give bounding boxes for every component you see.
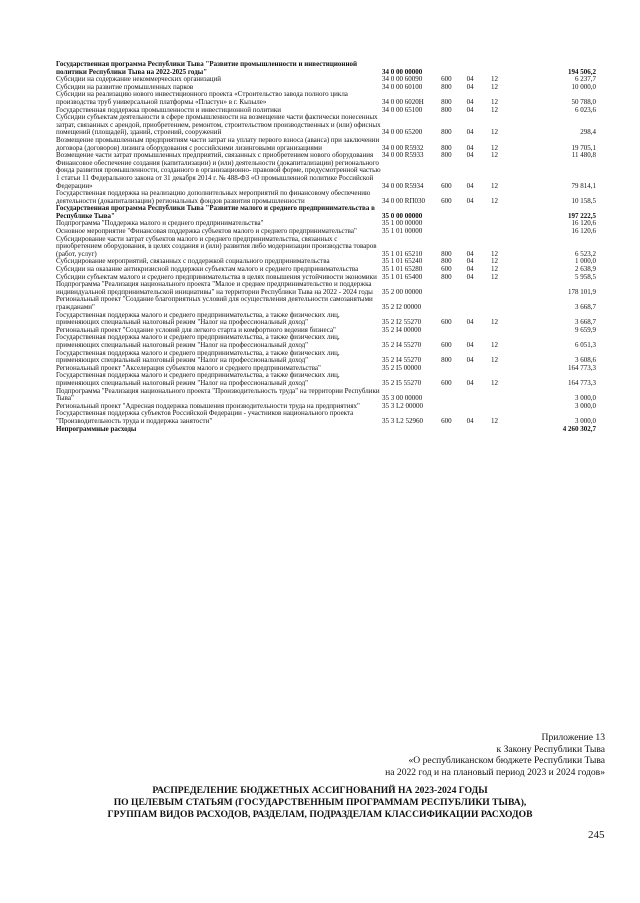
amount: 3 000,0 bbox=[575, 401, 596, 410]
amount: 16 120,6 bbox=[571, 219, 596, 228]
table-row bbox=[56, 236, 596, 259]
section-code: 04 bbox=[466, 265, 474, 274]
target-article-code: 35 3 L2 00000 bbox=[382, 401, 424, 410]
subsection-code bbox=[491, 327, 522, 335]
row-name: Государственная программа Республики Тыва "Развитие малого и среднего предпринимательства в Республике Тыва" bbox=[56, 204, 375, 220]
amount: 194 506,2 bbox=[568, 67, 596, 76]
amount: 3 000,0 bbox=[575, 416, 596, 425]
section-code: 04 bbox=[466, 416, 474, 425]
section-code: 04 bbox=[466, 249, 474, 258]
section-code bbox=[467, 205, 491, 220]
subsection-code: 12 bbox=[491, 105, 499, 114]
target-article-code: 35 2 I5 55270 bbox=[382, 378, 422, 387]
target-article-code: 35 2 I4 55270 bbox=[382, 356, 422, 365]
section-code bbox=[467, 327, 491, 335]
expense-type-code: 600 bbox=[441, 416, 452, 425]
target-article-code: 34 0 00 60090 bbox=[382, 75, 423, 84]
target-article-code: 34 0 00 65200 bbox=[382, 128, 423, 137]
section-code bbox=[467, 426, 491, 434]
table-row bbox=[56, 114, 596, 137]
section-code: 04 bbox=[466, 340, 474, 349]
table-row bbox=[56, 296, 596, 311]
section-code bbox=[467, 388, 491, 403]
page-number: 245 bbox=[588, 829, 605, 841]
subsection-code: 12 bbox=[491, 128, 499, 137]
section-code bbox=[467, 61, 491, 76]
expense-type-code: 800 bbox=[441, 97, 452, 106]
section-code bbox=[467, 281, 491, 296]
row-name: Субсидии на развитие промышленных парков bbox=[56, 82, 194, 91]
row-name: Подпрограмма "Реализация национального проекта "Производительность труда" на территории Республики Тыва" bbox=[56, 386, 380, 403]
row-name: Региональный проект "Адресная поддержка повышения производительности труда на предприятиях" bbox=[56, 401, 360, 410]
amount: 1 000,0 bbox=[575, 257, 596, 266]
section-code: 04 bbox=[466, 378, 474, 387]
document-title bbox=[90, 785, 550, 821]
budget-allocation-table bbox=[56, 61, 596, 433]
target-article-code: 34 0 00 65100 bbox=[382, 105, 423, 114]
title-line-3: ГРУППАМ ВИДОВ РАСХОДОВ, РАЗДЕЛАМ, ПОДРАЗДЕЛАМ КЛАССИФИКАЦИИ РАСХОДОВ bbox=[107, 809, 533, 820]
amount: 5 958,5 bbox=[575, 272, 596, 281]
table-row bbox=[56, 350, 596, 365]
expense-type-code bbox=[441, 220, 466, 228]
table-row bbox=[56, 160, 596, 190]
expense-type-code: 800 bbox=[441, 105, 452, 114]
row-name: Подпрограмма "Реализация национального проекта "Малое и среднее предпринимательство и поддержка индивидуальной предпринимательской инициативы" на территории Республики Тыва на 2022 - 2024 годы bbox=[56, 280, 373, 296]
amount: 6 237,7 bbox=[575, 75, 596, 84]
appendix-law-period: на 2022 год и на плановый период 2023 и 2024 годов» bbox=[385, 766, 605, 778]
amount: 50 788,0 bbox=[571, 97, 596, 106]
appendix-law: к Закону Республики Тыва bbox=[496, 743, 605, 755]
expense-type-code: 600 bbox=[441, 265, 452, 274]
subsection-code: 12 bbox=[491, 143, 499, 152]
amount: 19 705,1 bbox=[571, 143, 596, 152]
row-name: Возмещение части затрат промышленных предприятий, связанных с приобретением нового оборудования bbox=[56, 151, 374, 160]
row-name: Субсидии на оказание антикризисной поддержки субъектам малого и среднего предпринимательства bbox=[56, 265, 359, 274]
amount: 9 659,9 bbox=[575, 325, 596, 334]
subsection-code: 12 bbox=[491, 318, 499, 327]
expense-type-code: 800 bbox=[441, 249, 452, 258]
table-row bbox=[56, 388, 596, 403]
amount: 178 101,9 bbox=[568, 287, 596, 296]
title-line-2: ПО ЦЕЛЕВЫМ СТАТЬЯМ (ГОСУДАРСТВЕННЫМ ПРОГРАММАМ РЕСПУБЛИКИ ТЫВА), bbox=[113, 797, 527, 808]
target-article-code: 35 1 00 00000 bbox=[382, 219, 423, 228]
title-line-1: РАСПРЕДЕЛЕНИЕ БЮДЖЕТНЫХ АССИГНОВАНИЙ НА 2023-2024 ГОДЫ bbox=[152, 785, 488, 796]
row-name: Государственная программа Республики Тыва "Развитие промышленности и инвестиционной политики Республики Тыва на 2022-2025 годы" bbox=[56, 60, 358, 76]
row-name: Возмещение промышленным предприятиям части затрат на уплату первого взноса (аванса) при заключении договора (договоров) лизинга оборудования с российскими лизинговыми организациями bbox=[56, 135, 380, 152]
amount: 2 638,9 bbox=[575, 265, 596, 274]
expense-type-code bbox=[441, 205, 466, 220]
table-row bbox=[56, 190, 596, 205]
section-code bbox=[467, 228, 491, 236]
target-article-code: 35 2 I2 55270 bbox=[382, 318, 422, 327]
section-code: 04 bbox=[466, 75, 474, 84]
expense-type-code: 600 bbox=[441, 340, 452, 349]
section-code bbox=[467, 220, 491, 228]
subsection-code: 12 bbox=[491, 249, 499, 258]
amount: 11 480,8 bbox=[571, 151, 596, 160]
row-name: Государственная поддержка малого и среднего предпринимательства, а также физических лиц, применяющих специальный налоговый режим "Налог на профессиональный доход" bbox=[56, 348, 340, 365]
section-code: 04 bbox=[466, 143, 474, 152]
expense-type-code bbox=[441, 61, 466, 76]
expense-type-code bbox=[441, 403, 466, 411]
subsection-code bbox=[491, 296, 522, 311]
table-row bbox=[56, 410, 596, 425]
amount: 6 051,3 bbox=[575, 340, 596, 349]
target-article-code bbox=[382, 426, 441, 434]
subsection-code: 12 bbox=[491, 97, 499, 106]
row-name: Финансовое обеспечение создания (капитализации) и (или) деятельности (докапитализации) регионального фонда развития промышленности, созданного в организационно- правовой форме, предусмотренной частью 1 статьи 11 Федерального закона от 31 декабря 2014 г. № 488-ФЗ «О промышленной политике Российской Федерации» bbox=[56, 158, 381, 190]
amount: 164 773,3 bbox=[568, 363, 596, 372]
row-name: Субсидии субъектам малого и среднего предпринимательства в целях повышения устойчивости экономики bbox=[56, 272, 377, 281]
table-body bbox=[56, 61, 596, 433]
target-article-code: 35 1 01 65280 bbox=[382, 265, 423, 274]
subsection-code bbox=[491, 228, 522, 236]
expense-type-code: 800 bbox=[441, 356, 452, 365]
row-name: Государственная поддержка на реализацию дополнительных мероприятий по финансовому обеспечению деятельности (докапитализации) региональных фондов развития промышленности bbox=[56, 189, 371, 205]
table-row bbox=[56, 91, 596, 106]
target-article-code: 34 0 00 60100 bbox=[382, 82, 423, 91]
row-name: Основное мероприятие "Финансовая поддержка субъектов малого и среднего предпринимательства" bbox=[56, 227, 357, 236]
row-name: Государственная поддержка малого и среднего предпринимательства, а также физических лиц, применяющих специальный налоговый режим "Налог на профессиональный доход" bbox=[56, 371, 340, 387]
section-code: 04 bbox=[466, 272, 474, 281]
amount: 4 260 302,7 bbox=[562, 424, 596, 433]
table-row bbox=[56, 61, 596, 76]
row-name: Государственная поддержка субъектов Российской Федерации - участников национального проекта "Производительность труда и поддержка занятости" bbox=[56, 409, 354, 425]
expense-type-code bbox=[441, 365, 466, 373]
target-article-code: 35 0 00 00000 bbox=[382, 211, 423, 220]
amount: 298,4 bbox=[580, 128, 596, 137]
subsection-code bbox=[491, 388, 522, 403]
section-code: 04 bbox=[466, 105, 474, 114]
expense-type-code bbox=[441, 327, 466, 335]
section-code bbox=[467, 365, 491, 373]
expense-type-code: 800 bbox=[441, 272, 452, 281]
expense-type-code: 800 bbox=[441, 257, 452, 266]
subsection-code: 12 bbox=[491, 340, 499, 349]
expense-type-code: 800 bbox=[441, 128, 452, 137]
target-article-code: 35 3 L2 52960 bbox=[382, 416, 424, 425]
table-row bbox=[56, 334, 596, 349]
amount: 3 668,7 bbox=[575, 318, 596, 327]
subsection-code: 12 bbox=[491, 356, 499, 365]
expense-type-code: 600 bbox=[441, 196, 452, 205]
table-row bbox=[56, 137, 596, 152]
amount: 3 000,0 bbox=[575, 394, 596, 403]
amount: 10 000,0 bbox=[571, 82, 596, 91]
target-article-code: 35 2 I4 55270 bbox=[382, 340, 422, 349]
expense-type-code bbox=[441, 228, 466, 236]
subsection-code bbox=[491, 365, 522, 373]
target-article-code: 34 0 00 00000 bbox=[382, 67, 423, 76]
target-article-code: 35 1 01 65400 bbox=[382, 272, 423, 281]
appendix-law-title: «О республиканском бюджете Республики Тыва bbox=[408, 755, 605, 767]
target-article-code: 34 0 00 6020Н bbox=[382, 97, 424, 106]
expense-type-code: 600 bbox=[441, 318, 452, 327]
subsection-code bbox=[491, 205, 522, 220]
row-name: Государственная поддержка промышленности и инвестиционной политики bbox=[56, 105, 282, 114]
subsection-code: 12 bbox=[491, 75, 499, 84]
amount: 16 120,6 bbox=[571, 227, 596, 236]
table-row bbox=[56, 372, 596, 387]
subsection-code bbox=[491, 220, 522, 228]
target-article-code: 34 0 00 R5932 bbox=[382, 143, 424, 152]
amount: 79 814,1 bbox=[571, 181, 596, 190]
row-name: Субсидии на содержание некоммерческих организаций bbox=[56, 75, 222, 84]
target-article-code: 35 2 I5 00000 bbox=[382, 363, 422, 372]
expense-type-code: 800 bbox=[441, 82, 452, 91]
row-name: Региональный проект "Создание условий для легкого старта и комфортного ведения бизнеса" bbox=[56, 325, 336, 334]
table-row bbox=[56, 281, 596, 296]
target-article-code: 35 2 I2 00000 bbox=[382, 303, 422, 311]
row-name: Региональный проект "Создание благоприятных условий для осуществления деятельности самозанятыми гражданами" bbox=[56, 295, 373, 311]
table-row bbox=[56, 426, 596, 434]
row-name: Региональный проект "Акселерация субъектов малого и среднего предпринимательства" bbox=[56, 363, 321, 372]
subsection-code: 12 bbox=[491, 272, 499, 281]
section-code: 04 bbox=[466, 128, 474, 137]
subsection-code bbox=[491, 281, 522, 296]
expense-type-code: 600 bbox=[441, 75, 452, 84]
expense-type-code: 600 bbox=[441, 378, 452, 387]
amount: 164 773,3 bbox=[568, 378, 596, 387]
subsection-code: 12 bbox=[491, 181, 499, 190]
target-article-code: 35 1 01 00000 bbox=[382, 227, 423, 236]
section-code: 04 bbox=[466, 196, 474, 205]
subsection-code: 12 bbox=[491, 378, 499, 387]
section-code: 04 bbox=[466, 151, 474, 160]
subsection-code bbox=[491, 403, 522, 411]
section-code bbox=[467, 296, 491, 311]
expense-type-code: 800 bbox=[441, 151, 452, 160]
target-article-code: 35 1 01 65210 bbox=[382, 249, 423, 258]
expense-type-code bbox=[441, 388, 466, 403]
target-article-code: 35 2 00 00000 bbox=[382, 287, 423, 296]
expense-type-code: 800 bbox=[441, 143, 452, 152]
subsection-code bbox=[491, 426, 522, 434]
target-article-code: 34 0 00 R5933 bbox=[382, 151, 424, 160]
section-code: 04 bbox=[466, 318, 474, 327]
amount: 197 222,5 bbox=[568, 211, 596, 220]
subsection-code: 12 bbox=[491, 196, 499, 205]
expense-type-code bbox=[441, 426, 466, 434]
amount: 6 023,6 bbox=[575, 105, 596, 114]
amount: 3 608,6 bbox=[575, 356, 596, 365]
subsection-code bbox=[491, 61, 522, 76]
amount: 10 158,5 bbox=[571, 196, 596, 205]
section-code: 04 bbox=[466, 82, 474, 91]
section-code bbox=[467, 403, 491, 411]
row-name: Подпрограмма "Поддержка малого и среднего предпринимательства" bbox=[56, 219, 264, 228]
subsection-code: 12 bbox=[491, 82, 499, 91]
subsection-code: 12 bbox=[491, 416, 499, 425]
row-name: Субсидирование части затрат субъектов малого и среднего предпринимательства, связанных с приобретением оборудования, в целях создания и (или) развития либо модернизации производства товаров (работ, услуг) bbox=[56, 234, 377, 258]
appendix-header bbox=[275, 732, 605, 778]
subsection-code: 12 bbox=[491, 265, 499, 274]
row-name: Непрограммные расходы bbox=[56, 424, 137, 433]
section-code: 04 bbox=[466, 97, 474, 106]
section-code: 04 bbox=[466, 181, 474, 190]
amount: 6 523,2 bbox=[575, 249, 596, 258]
target-article-code: 34 0 00 R5934 bbox=[382, 181, 424, 190]
amount: 3 668,7 bbox=[575, 303, 596, 311]
target-article-code: 34 0 00 RП030 bbox=[382, 196, 426, 205]
subsection-code: 12 bbox=[491, 257, 499, 266]
row-name: Субсидии субъектам деятельности в сфере промышленности на возмещение части фактически понесенных затрат, связанных с арендой, приобретением, ремонтом, строительством производственных и (или) офисных помещений (площадей), зданий, строений, сооружений bbox=[56, 113, 381, 137]
target-article-code: 35 1 01 65240 bbox=[382, 257, 423, 266]
expense-type-code bbox=[441, 281, 466, 296]
section-code: 04 bbox=[466, 356, 474, 365]
row-name: Государственная поддержка малого и среднего предпринимательства, а также физических лиц, применяющих специальный налоговый режим "Налог на профессиональный доход" bbox=[56, 333, 340, 349]
expense-type-code bbox=[441, 296, 466, 311]
subsection-code: 12 bbox=[491, 151, 499, 160]
table-row bbox=[56, 205, 596, 220]
target-article-code: 35 3 00 00000 bbox=[382, 394, 423, 403]
target-article-code: 35 2 I4 00000 bbox=[382, 325, 422, 334]
appendix-number: Приложение 13 bbox=[541, 732, 605, 743]
row-name: Государственная поддержка малого и среднего предпринимательства, а также физических лиц, применяющих специальный налоговый режим "Налог на профессиональный доход" bbox=[56, 310, 340, 327]
section-code: 04 bbox=[466, 257, 474, 266]
row-name: Субсидирование мероприятий, связанных с поддержкой социального предпринимательства bbox=[56, 257, 330, 266]
expense-type-code: 600 bbox=[441, 181, 452, 190]
table-row bbox=[56, 312, 596, 327]
row-name: Субсидии на реализацию нового инвестиционного проекта «Строительство завода полного цикла производства труб универсальной платформы «Пластун» в г. Кызыле» bbox=[56, 90, 348, 106]
